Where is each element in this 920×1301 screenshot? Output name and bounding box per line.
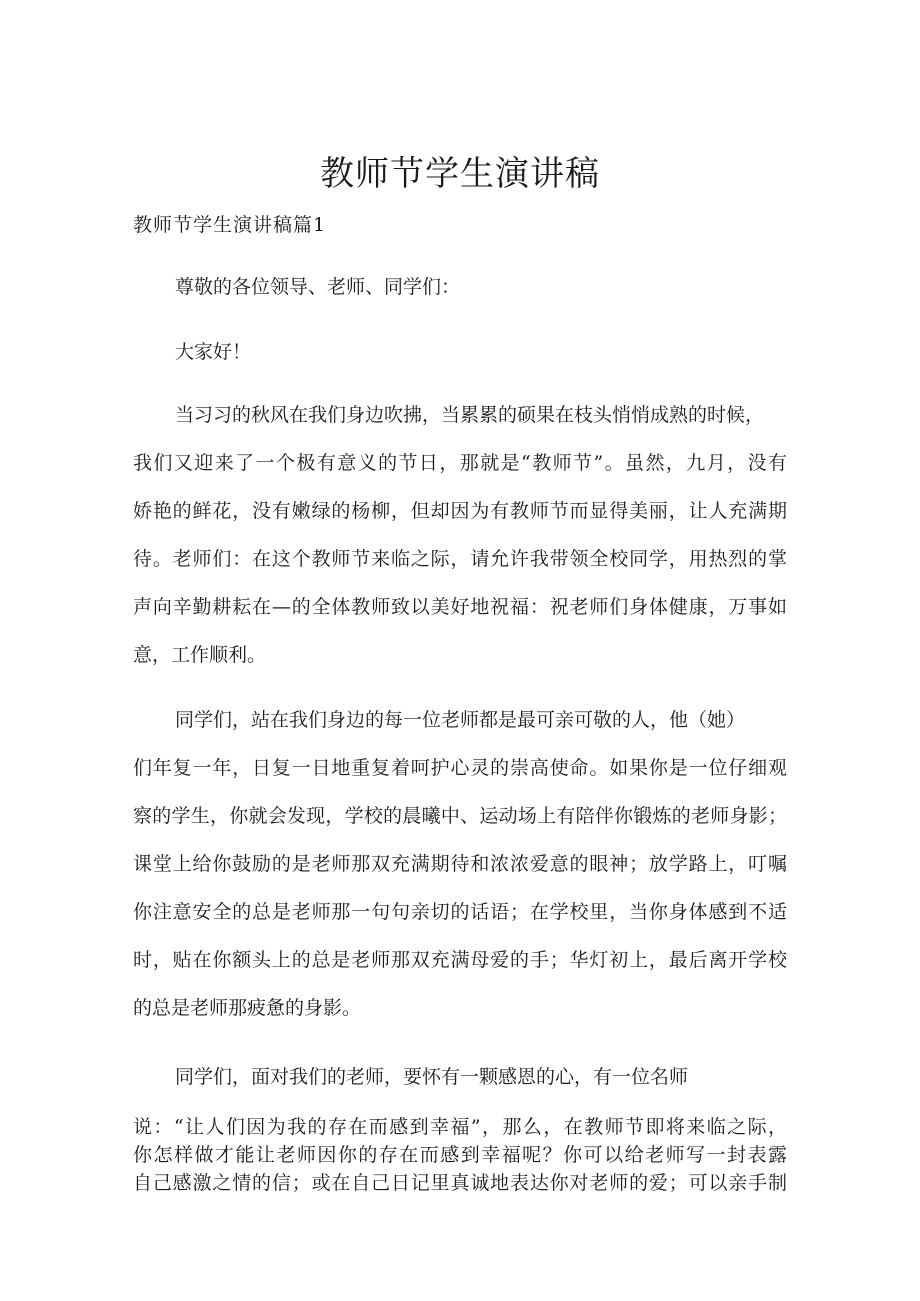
paragraph-line: 当习习的秋风在我们身边吹拂，当累累的硕果在枝头悄悄成熟的时候， bbox=[175, 404, 765, 426]
paragraph-line: 说：“让人们因为我的存在而感到幸福”，那么，在教师节即将来临之际， bbox=[133, 1116, 787, 1138]
paragraph-line: 同学们，站在我们身边的每一位老师都是最可亲可敬的人，他（她） bbox=[175, 709, 746, 731]
paragraph-line: 声向辛勤耕耘在—的全体教师致以美好地祝福：祝老师们身体健康，万事如 bbox=[133, 596, 787, 618]
paragraph-line: 自己感激之情的信；或在自己日记里真诚地表达你对老师的爱；可以亲手制 bbox=[133, 1172, 787, 1194]
paragraph-line: 们年复一年，日复一日地重复着呵护心灵的崇高使命。如果你是一位仔细观 bbox=[133, 757, 787, 779]
hello-line: 大家好！ bbox=[175, 341, 252, 363]
paragraph-line: 你怎样做才能让老师因你的存在而感到幸福呢？你可以给老师写一封表露 bbox=[133, 1144, 787, 1166]
paragraph-line: 你注意安全的总是老师那一句句亲切的话语；在学校里，当你身体感到不适 bbox=[133, 901, 787, 923]
paragraph-line: 课堂上给你鼓励的是老师那双充满期待和浓浓爱意的眼神；放学路上，叮嘱 bbox=[133, 853, 787, 875]
page-title: 教师节学生演讲稿 bbox=[320, 154, 600, 194]
paragraph-line: 意，工作顺利。 bbox=[133, 644, 267, 666]
paragraph-line: 娇艳的鲜花，没有嫩绿的杨柳，但却因为有教师节而显得美丽，让人充满期 bbox=[133, 500, 787, 522]
paragraph-line: 时，贴在你额头上的总是老师那双充满母爱的手；华灯初上，最后离开学校 bbox=[133, 949, 787, 971]
paragraph-line: 的总是老师那疲惫的身影。 bbox=[133, 997, 362, 1019]
paragraph-line: 同学们，面对我们的老师，要怀有一颗感恩的心，有一位名师 bbox=[175, 1066, 689, 1088]
greeting-line: 尊敬的各位领导、老师、同学们： bbox=[175, 276, 461, 298]
section-subtitle: 教师节学生演讲稿篇1 bbox=[133, 214, 327, 236]
paragraph-line: 我们又迎来了一个极有意义的节日，那就是“教师节”。虽然，九月，没有 bbox=[133, 452, 787, 474]
paragraph-line: 察的学生，你就会发现，学校的晨曦中、运动场上有陪伴你锻炼的老师身影； bbox=[133, 805, 787, 827]
paragraph-line: 待。老师们：在这个教师节来临之际，请允许我带领全校同学，用热烈的掌 bbox=[133, 548, 787, 570]
